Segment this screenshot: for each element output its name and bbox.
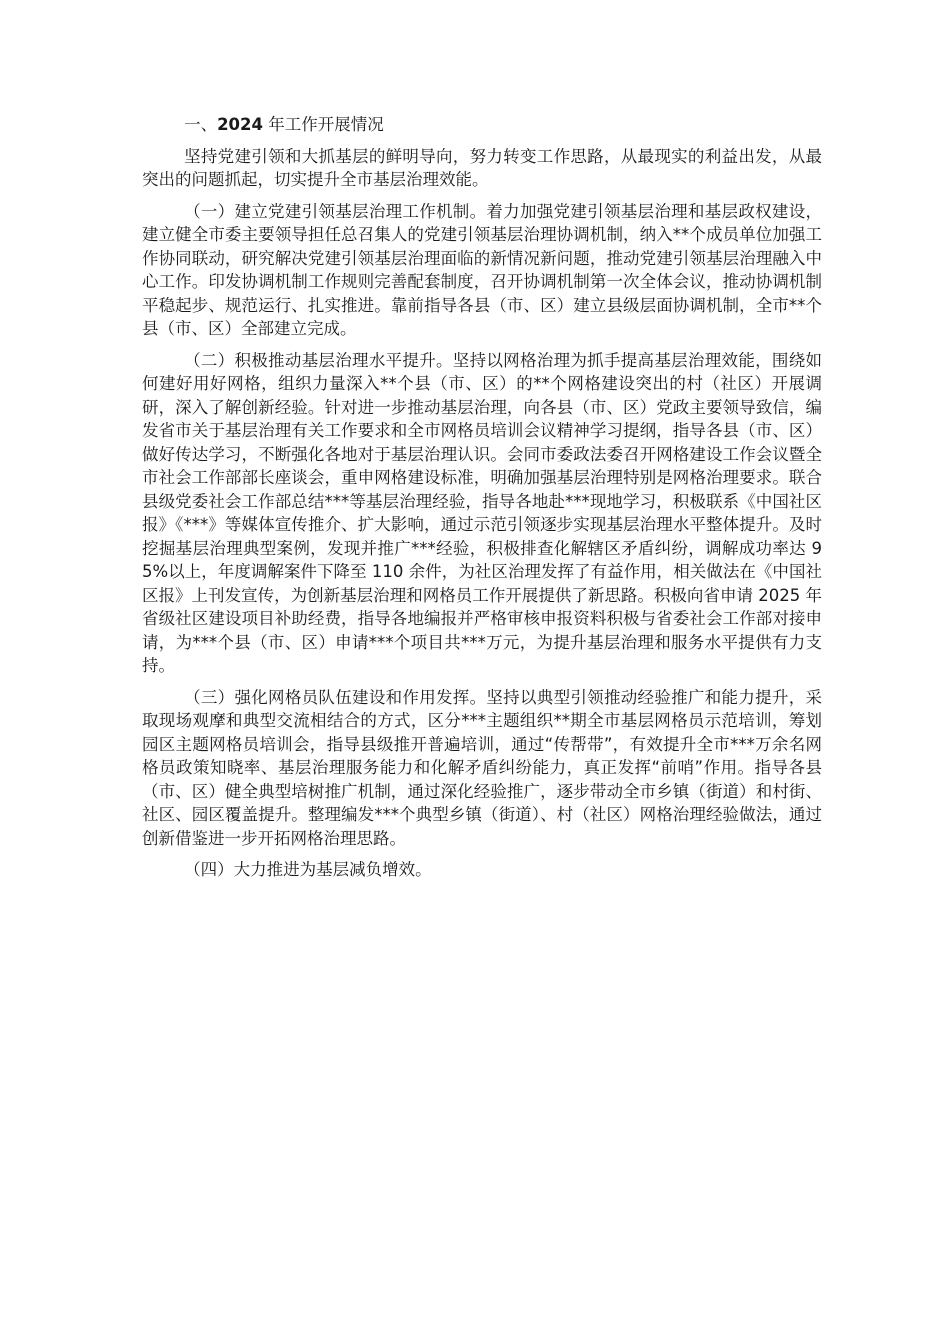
document-body: [142, 113, 822, 890]
paragraph-grid-staff: （三）强化网格员队伍建设和作用发挥。坚持以典型引领推动经验推广和能力提升，采取现场观摩和典型交流相结合的方式，区分***主题组织**期全市基层网格员示范培训，筹划园区主题网格员培训会，指导县级推开普遍培训，通过“传帮带”，有效提升全市***万余名网格员政策知晓率、基层治理服务能力和化解矛盾纠纷能力，真正发挥“前哨”作用。指导各县（市、区）健全典型培树推广机制，通过深化经验推广，逐步带动全市乡镇（街道）和村街、社区、园区覆盖提升。整理编发***个典型乡镇（街道）、村（社区）网格治理经验做法，通过创新借鉴进一步开拓网格治理思路。: [142, 687, 822, 848]
heading-year: 2024: [217, 115, 263, 134]
paragraph-mechanism: （一）建立党建引领基层治理工作机制。着力加强党建引领基层治理和基层政权建设，建立健全市委主要领导担任总召集人的党建引领基层治理协调机制，纳入**个成员单位加强工作协同联动，研究解决党建引领基层治理面临的新情况新问题，推动党建引领基层治理融入中心工作。印发协调机制工作规则完善配套制度，召开协调机制第一次全体会议，推动协调机制平稳起步、规范运行、扎实推进。靠前指导各县（市、区）建立县级层面协调机制，全市**个县（市、区）全部建立完成。: [142, 201, 822, 338]
paragraph-governance: （二）积极推动基层治理水平提升。坚持以网格治理为抓手提高基层治理效能，围绕如何建好用好网格，组织力量深入**个县（市、区）的**个网格建设突出的村（社区）开展调研，深入了解创新经验。针对进一步推动基层治理，向各县（市、区）党政主要领导致信，编发省市关于基层治理有关工作要求和全市网格员培训会议精神学习提纲，指导各县（市、区）做好传达学习，不断强化各地对于基层治理认识。会同市委政法委召开网格建设工作会议暨全市社会工作部部长座谈会，重申网格建设标准，明确加强基层治理特别是网格治理要求。联合县级党委社会工作部总结***等基层治理经验，指导各地赴***现地学习，积极联系《中国社区报》《***》等媒体宣传推介、扩大影响，通过示范引领逐步实现基层治理水平整体提升。及时挖掘基层治理典型案例，发现并推广***经验，积极排查化解辖区矛盾纠纷，调解成功率达 95%以上，年度调解案件下降至 110 余件，为社区治理发挥了有益作用，相关做法在《中国社区报》上刊发宣传，为创新基层治理和网格员工作开展提供了新思路。积极向省申请 2025 年省级社区建设项目补助经费，指导各地编报并严格审核申报资料积极与省委社会工作部对接申请，为***个县（市、区）申请***个项目共***万元，为提升基层治理和服务水平提供有力支持。: [142, 350, 822, 675]
subheading-burden-reduction: （四）大力推进为基层减负增效。: [184, 860, 432, 879]
intro-paragraph: 坚持党建引领和大抓基层的鲜明导向，努力转变工作思路，从最现实的利益出发，从最突出的问题抓起，切实提升全市基层治理效能。: [142, 146, 822, 189]
heading-prefix: 一、: [184, 115, 218, 134]
heading-suffix: 年工作开展情况: [268, 115, 384, 134]
section-heading: [142, 113, 822, 137]
